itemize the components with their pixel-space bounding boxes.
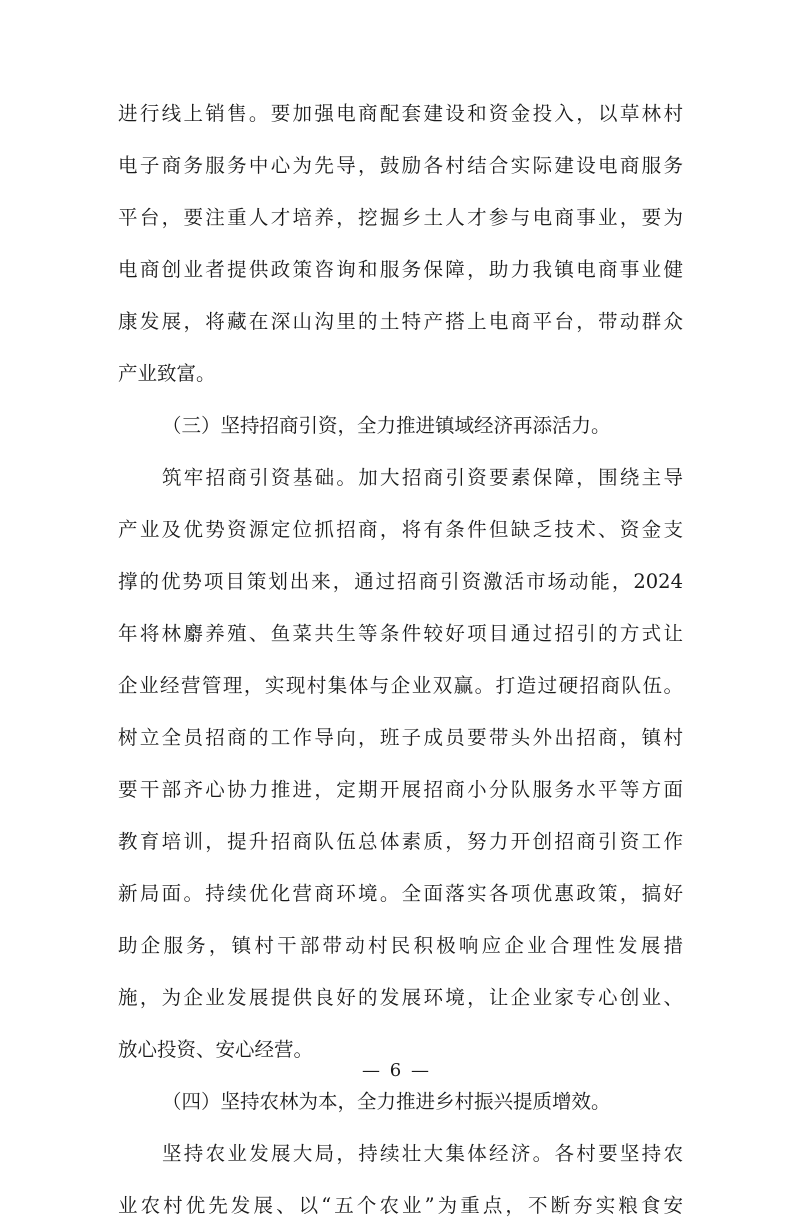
text-line: 树立全员招商的工作导向，班子成员要带头外出招商，镇村	[118, 726, 683, 749]
section-heading: （三）坚持招商引资，全力推进镇域经济再添活力。	[162, 414, 611, 437]
text-line: 撑的优势项目策划出来，通过招商引资激活市场动能，2024	[118, 570, 683, 593]
text-line: 康发展，将藏在深山沟里的土特产搭上电商平台，带动群众	[118, 310, 683, 333]
text-line: 要干部齐心协力推进，定期开展招商小分队服务水平等方面	[118, 778, 683, 801]
section-heading: （四）坚持农林为本，全力推进乡村振兴提质增效。	[162, 1090, 611, 1113]
text-line: 年将林麝养殖、鱼菜共生等条件较好项目通过招引的方式让	[118, 622, 683, 645]
text-line: 新局面。持续优化营商环境。全面落实各项优惠政策，搞好	[118, 882, 683, 905]
text-line: 助企服务，镇村干部带动村民积极响应企业合理性发展措	[118, 934, 683, 957]
text-line: 企业经营管理，实现村集体与企业双赢。打造过硬招商队伍。	[118, 674, 683, 697]
text-line: 电子商务服务中心为先导，鼓励各村结合实际建设电商服务	[118, 154, 683, 177]
text-line: 电商创业者提供政策咨询和服务保障，助力我镇电商事业健	[118, 258, 683, 281]
text-line: 产业及优势资源定位抓招商，将有条件但缺乏技术、资金支	[118, 518, 683, 541]
text-line: 进行线上销售。要加强电商配套建设和资金投入，以草林村	[118, 102, 683, 125]
page-number: — 6 —	[362, 1060, 431, 1081]
text-line: 产业致富。	[118, 362, 216, 385]
text-line: 平台，要注重人才培养，挖掘乡土人才参与电商事业，要为	[118, 206, 683, 229]
text-line: 业农村优先发展、以“五个农业”为重点，不断夯实粮食安	[118, 1194, 683, 1217]
text-line: 教育培训，提升招商队伍总体素质，努力开创招商引资工作	[118, 830, 683, 853]
text-line: 坚持农业发展大局，持续壮大集体经济。各村要坚持农	[162, 1142, 683, 1165]
text-line: 筑牢招商引资基础。加大招商引资要素保障，围绕主导	[162, 466, 683, 489]
text-line: 施，为企业发展提供良好的发展环境，让企业家专心创业、	[118, 986, 683, 1009]
text-line: 放心投资、安心经营。	[118, 1038, 314, 1061]
